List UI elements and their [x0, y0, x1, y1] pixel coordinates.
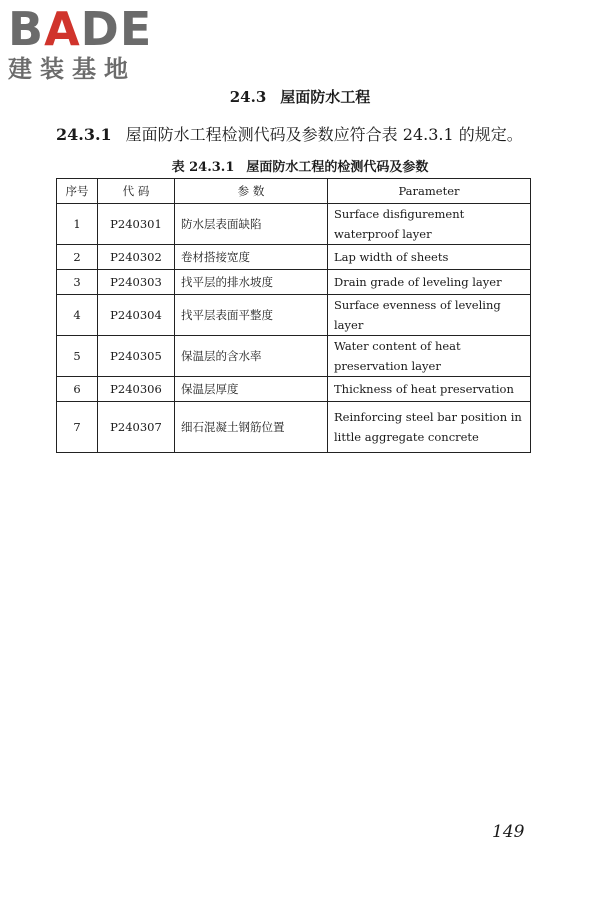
table-header-row — [57, 179, 531, 204]
page-number: 149 — [492, 822, 525, 842]
row-no: 5 — [57, 336, 98, 377]
bade-logo — [8, 4, 178, 84]
row-no: 7 — [57, 402, 98, 453]
row-param-cn: 细石混凝土钢筋位置 — [175, 402, 328, 453]
row-param-en: Drain grade of leveling layer — [328, 270, 531, 295]
table-row — [57, 270, 531, 295]
table-row — [57, 377, 531, 402]
row-param-en: Lap width of sheets — [328, 245, 531, 270]
table-row — [57, 204, 531, 245]
logo-wordmark: BADE — [8, 2, 153, 56]
section-title: 屋面防水工程 — [280, 88, 371, 106]
row-code: P240303 — [98, 270, 175, 295]
row-param-en: Water content of heat preservation layer — [328, 336, 531, 377]
table-row — [57, 245, 531, 270]
row-code: P240302 — [98, 245, 175, 270]
header-no: 序号 — [57, 179, 98, 204]
header-param-en: Parameter — [328, 179, 531, 204]
header-code: 代 码 — [98, 179, 175, 204]
row-no: 1 — [57, 204, 98, 245]
row-param-cn: 保温层厚度 — [175, 377, 328, 402]
row-code: P240306 — [98, 377, 175, 402]
row-code: P240307 — [98, 402, 175, 453]
row-param-en: Thickness of heat preservation — [328, 377, 531, 402]
table-caption-number: 表 24.3.1 — [171, 160, 235, 175]
parameter-table — [56, 178, 531, 453]
row-param-cn: 防水层表面缺陷 — [175, 204, 328, 245]
table-row — [57, 336, 531, 377]
clause-paragraph — [56, 122, 576, 145]
section-number: 24.3 — [229, 88, 267, 106]
row-param-en: Reinforcing steel bar position in little aggregate concrete — [328, 402, 531, 453]
row-param-cn: 保温层的含水率 — [175, 336, 328, 377]
table-caption — [0, 156, 600, 175]
row-no: 4 — [57, 295, 98, 336]
row-code: P240301 — [98, 204, 175, 245]
row-param-cn: 找平层的排水坡度 — [175, 270, 328, 295]
row-no: 3 — [57, 270, 98, 295]
clause-text: 屋面防水工程检测代码及参数应符合表 24.3.1 的规定。 — [125, 125, 523, 144]
table-row — [57, 295, 531, 336]
row-no: 6 — [57, 377, 98, 402]
row-param-en: Surface disfigurement waterproof layer — [328, 204, 531, 245]
row-code: P240304 — [98, 295, 175, 336]
table-row — [57, 402, 531, 453]
row-param-en: Surface evenness of leveling layer — [328, 295, 531, 336]
table-caption-title: 屋面防水工程的检测代码及参数 — [246, 160, 429, 175]
row-param-cn: 卷材搭接宽度 — [175, 245, 328, 270]
logo-subtitle: 建装基地 — [8, 55, 136, 83]
section-heading — [0, 86, 600, 107]
row-no: 2 — [57, 245, 98, 270]
clause-number: 24.3.1 — [56, 125, 112, 144]
row-code: P240305 — [98, 336, 175, 377]
row-param-cn: 找平层表面平整度 — [175, 295, 328, 336]
header-param-cn: 参 数 — [175, 179, 328, 204]
